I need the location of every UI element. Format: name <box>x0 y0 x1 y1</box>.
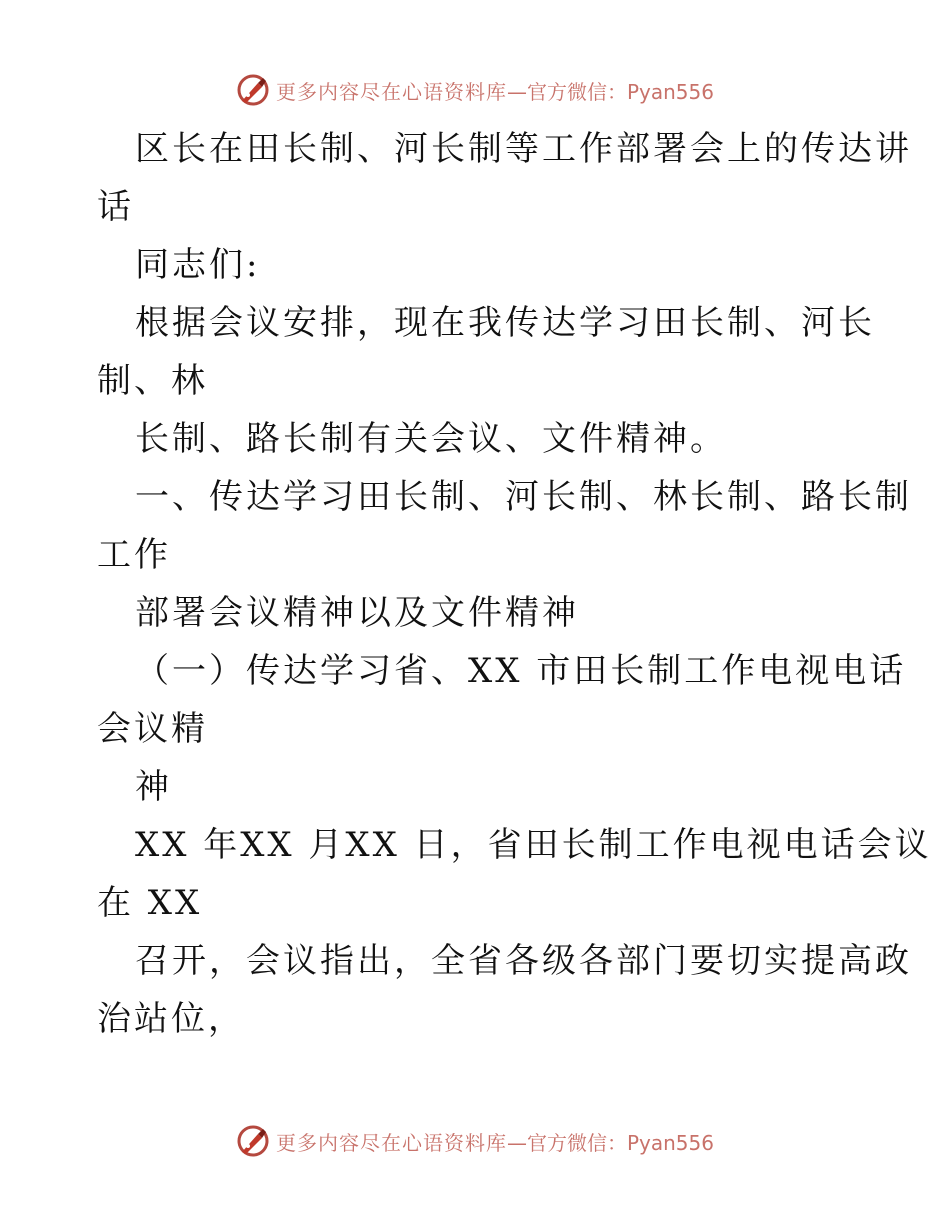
title-line-cont: 话 <box>97 187 134 227</box>
section-heading-cont: 工作 <box>97 535 171 575</box>
section-heading-cont: 部署会议精神以及文件精神 <box>135 593 579 633</box>
watermark-contact: —官方微信：Pyan556 <box>506 79 714 104</box>
watermark-brand: 更多内容尽在心语资料库 <box>275 1130 507 1155</box>
section-heading: 一、传达学习田长制、河长制、林长制、路长制 <box>135 477 912 517</box>
paragraph-line: 治站位， <box>97 999 245 1039</box>
document-body <box>97 120 932 1048</box>
paragraph-line: XX 年XX 月XX 日，省田长制工作电视电话会议 <box>135 825 932 865</box>
salutation: 同志们: <box>135 245 261 285</box>
subsection-heading-cont: 神 <box>135 767 172 807</box>
paragraph-line: 制、林 <box>97 361 208 401</box>
footer-watermark <box>0 1121 950 1161</box>
watermark-brand: 更多内容尽在心语资料库 <box>275 79 507 104</box>
header-watermark <box>0 70 950 110</box>
paragraph-line: 召开，会议指出，全省各级各部门要切实提高政 <box>135 941 912 981</box>
paragraph-line: 在 XX <box>97 883 203 923</box>
subsection-heading-cont: 会议精 <box>97 709 208 749</box>
subsection-heading: （一）传达学习省、XX 市田长制工作电视电话 <box>135 651 907 691</box>
paragraph-line: 根据会议安排，现在我传达学习田长制、河长 <box>135 303 875 343</box>
watermark-contact: —官方微信：Pyan556 <box>506 1130 714 1155</box>
title-line: 区长在田长制、河长制等工作部署会上的传达讲 <box>135 129 912 169</box>
pen-logo-icon <box>236 73 270 107</box>
pen-logo-icon <box>236 1124 270 1158</box>
paragraph-line: 长制、路长制有关会议、文件精神。 <box>135 419 727 459</box>
